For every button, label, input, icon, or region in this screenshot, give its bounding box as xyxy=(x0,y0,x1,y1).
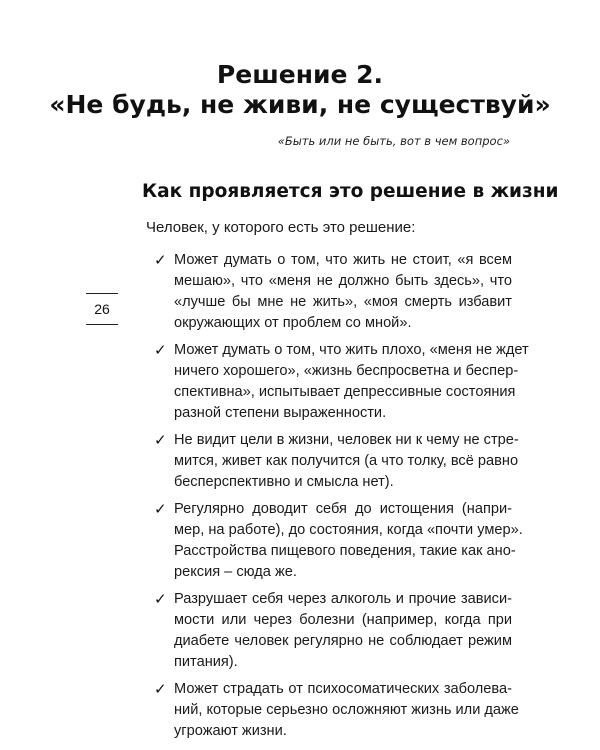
list-item-line: ний, которые серьезно осложняют жизнь или даже xyxy=(174,702,519,718)
list-item-line: мится, живет как получится (а что толку, всё равно xyxy=(174,453,519,469)
list-item-line: разной степени выраженности. xyxy=(174,405,387,421)
chapter-title-line-2: «Не будь, не живи, не существуй» xyxy=(49,90,551,119)
list-item xyxy=(150,250,512,334)
intro-text: Человек, у которого есть это решение: xyxy=(146,219,416,236)
symptom-list xyxy=(150,250,529,748)
list-item-line: Может думать о том, что жить не стоит, «я всем xyxy=(174,252,512,268)
list-item-line: Разрушает себя через алкоголь и прочие зависи- xyxy=(174,591,512,607)
list-item-text xyxy=(174,340,529,424)
list-item xyxy=(150,340,529,424)
list-item-text xyxy=(174,679,519,742)
list-item xyxy=(150,499,523,583)
checkmark-icon: ✓ xyxy=(154,500,167,518)
list-item-line: мер, на работе), до состояния, когда «почти умер». xyxy=(174,522,523,538)
list-item xyxy=(150,430,519,493)
checkmark-icon: ✓ xyxy=(154,251,167,269)
section-heading: Как проявляется это решение в жизни xyxy=(142,181,559,202)
list-item-line: мешаю», что «меня не должно быть здесь», что xyxy=(174,273,512,289)
list-item-line: Может страдать от психосоматических заболева- xyxy=(174,681,512,697)
list-item-line: бесперспективно и смысла нет). xyxy=(174,474,394,490)
list-item-text xyxy=(174,589,512,673)
list-item-line: ничего хорошего», «жизнь беспросветна и беспер- xyxy=(174,363,519,379)
checkmark-icon: ✓ xyxy=(154,341,167,359)
list-item-line: питания). xyxy=(174,654,238,670)
list-item-line: угрожают жизни. xyxy=(174,723,287,739)
list-item-line: Регулярно доводит себя до истощения (напри- xyxy=(174,501,512,517)
list-item xyxy=(150,589,512,673)
list-item-line: рексия – сюда же. xyxy=(174,564,297,580)
list-item-line: диабете человек регулярно не соблюдает режим xyxy=(174,633,512,649)
list-item-line: «лучше бы мне не жить», «моя смерть избавит xyxy=(174,294,512,310)
page-number-top-rule xyxy=(86,293,118,294)
page-number: 26 xyxy=(94,301,110,317)
list-item-line: мости или через болезни (например, когда при xyxy=(174,612,512,628)
list-item-text xyxy=(174,499,523,583)
list-item-line: Расстройства пищевого поведения, такие как ано- xyxy=(174,543,516,559)
list-item-line: спективна», испытывает депрессивные состояния xyxy=(174,384,516,400)
page-number-marker xyxy=(86,293,118,325)
epigraph: «Быть или не быть, вот в чем вопрос» xyxy=(277,134,510,148)
chapter-title-line-1: Решение 2. xyxy=(216,60,384,89)
list-item-line: Не видит цели в жизни, человек ни к чему не стре- xyxy=(174,432,519,448)
list-item-line: окружающих от проблем со мной». xyxy=(174,315,412,331)
checkmark-icon: ✓ xyxy=(154,590,167,608)
list-item-text xyxy=(174,430,519,493)
page-number-bottom-rule xyxy=(86,324,118,325)
list-item-line: Может думать о том, что жить плохо, «меня не ждет xyxy=(174,342,529,358)
checkmark-icon: ✓ xyxy=(154,680,167,698)
list-item xyxy=(150,679,519,742)
list-item-text xyxy=(174,250,512,334)
checkmark-icon: ✓ xyxy=(154,431,167,449)
